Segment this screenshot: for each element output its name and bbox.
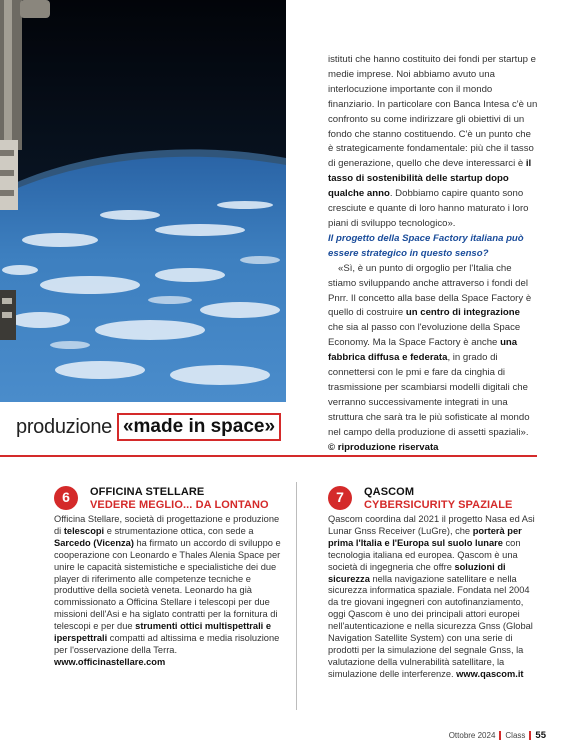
issue-date: Ottobre 2024	[448, 731, 496, 740]
article-highlight: un centro di integrazione	[405, 307, 520, 319]
box-text: con tecnologia italiana ed europea. Qascom è una società di ingegneria che offre	[328, 537, 521, 572]
article-highlight: una fabbrica diffusa e federata	[328, 337, 518, 364]
box-highlight: telescopi	[63, 525, 105, 536]
page-footer	[449, 730, 546, 741]
website-link[interactable]: www.officinastellare.com	[54, 656, 166, 667]
footer-separator	[499, 731, 501, 740]
box-text: nella navigazione satellitare e nella sicurezza informatica spaziale. Fondata nel 2004 da tre giovani ingegneri con autofinanziamento, oggi Qascom è uno dei principali attori europei nell'autenticazione e nella sicurezza Gnss (Global Navigation Satellite System) con una serie di prodotti per la simulazione del segnale Gnss, la valutazione della vulnerabilità satellitare, la simulazione delle interferenze.	[328, 573, 533, 679]
company-box-officina-stellare	[54, 486, 286, 669]
box-highlight: soluzioni di sicurezza	[328, 561, 506, 584]
magazine-name: Class	[505, 731, 526, 740]
article-text: che sia al passo con l'evoluzione della Space Economy. Ma la Space Factory è anche	[328, 322, 521, 349]
article-paragraph-1	[328, 53, 538, 232]
website-link[interactable]: www.qascom.it	[456, 668, 524, 679]
article-text: , in grado di connettersi con le pmi e fare da cinghia di trasmissione per scambiarsi modelli digitali che verranno successivamente integrati in una struttura che sarà tra le più sofisticate al mondo nel campo della produzione di assetti spaziali».	[328, 352, 530, 438]
number-badge: 6	[54, 486, 78, 510]
article-text: «Sì, è un punto di orgoglio per l'Italia che stiamo sviluppando anche attraverso i fondi del Pnrr. Il concetto alla base della Space Factory è quello di costruire	[328, 262, 532, 319]
box-subtitle: CYBERSICURITY SPAZIALE	[364, 499, 513, 511]
article-text: . Dobbiamo capire quanto sono cresciute e quante di loro hanno maturato i loro piani di sviluppo tecnologico».	[328, 188, 529, 229]
article-paragraph-2	[328, 262, 538, 441]
caption-boxed-text: «made in space»	[117, 413, 281, 441]
article-column	[328, 53, 538, 455]
page-number: 55	[535, 730, 546, 741]
article-text: istituti che hanno costituito dei fondi per startup e medie imprese. Noi abbiamo avuto una interlocuzione importante con il mondo finanziario. In particolare con Banca Intesa c'è un confronto su come indirizzare gli obiettivi di un fondo che stanno costituendo. C'è un punto che è strategicamente fondamentale: più che il tasso di generazione, quello che deve interessarci è	[328, 54, 538, 170]
column-divider	[296, 482, 297, 710]
box-text: compatti ad altissima e media risoluzione per l'osservazione della Terra.	[54, 633, 280, 655]
box-title: OFFICINA STELLARE	[90, 486, 205, 498]
interview-question: Il progetto della Space Factory italiana può essere strategico in questo senso?	[328, 232, 524, 259]
box-title: QASCOM	[364, 486, 415, 498]
box-header	[90, 486, 286, 512]
box-text: ha firmato un accordo di sviluppo e cooperazione con Leonardo e Thales Alenia Space per unire le capacità sistemistiche e specialistiche dei due player di riferimento alle competenze tecniche e produttive della società veneta. Leonardo ha già commissionato a Officina Stellare i telescopi per due missioni dell'Asi e ha siglato contratti per la fornitura di telescopi e per due	[54, 537, 281, 632]
box-body	[54, 514, 286, 669]
copyright-note	[328, 441, 538, 456]
box-text: e strumentazione ottica, con sede a	[104, 525, 254, 536]
box-text: Qascom coordina dal 2021 il progetto Nasa ed Asi Lunar Gnss Receiver (LuGre), che	[328, 514, 535, 536]
copyright-text: © riproduzione riservata	[328, 441, 439, 453]
caption-text: produzione	[16, 415, 112, 438]
box-text: Officina Stellare, società di progettazione e produzione di	[54, 514, 280, 536]
box-highlight: porterà per prima l'Italia e l'Europa sul suolo lunare	[328, 525, 522, 548]
number-badge: 7	[328, 486, 352, 510]
box-highlight: strumenti ottici multispettrali e iperspettrali	[54, 621, 272, 644]
photo-caption	[16, 412, 281, 442]
article-highlight: il tasso di sostenibilità delle startup dopo qualche anno	[328, 158, 532, 200]
box-highlight: Sarcedo (Vicenza)	[54, 537, 134, 548]
section-divider-line	[0, 455, 537, 457]
box-body	[328, 514, 538, 681]
box-header	[364, 486, 538, 512]
footer-separator	[529, 731, 531, 740]
earth-illustration	[0, 0, 286, 402]
company-box-qascom	[328, 486, 538, 681]
box-subtitle: VEDERE MEGLIO... DA LONTANO	[90, 499, 269, 511]
earth-from-orbit-photo	[0, 0, 286, 402]
